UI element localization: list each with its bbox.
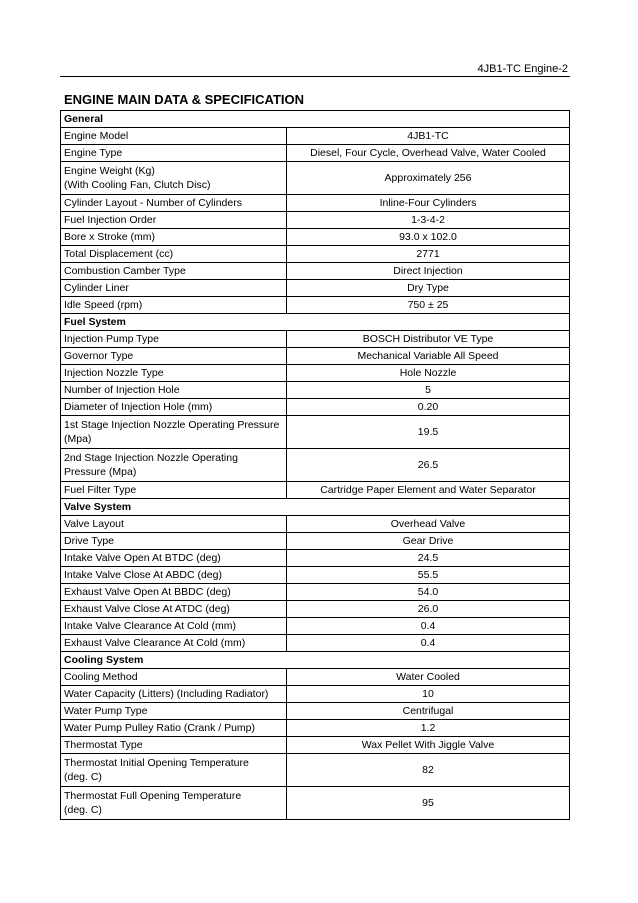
- spec-label: Idle Speed (rpm): [64, 299, 143, 311]
- spec-value: Water Cooled: [287, 669, 570, 686]
- table-row: [61, 601, 570, 618]
- spec-label: Total Displacement (cc): [64, 248, 174, 260]
- spec-value: 54.0: [287, 584, 570, 601]
- table-row: [61, 533, 570, 550]
- spec-label-cell: [61, 533, 287, 550]
- spec-label: Cylinder Layout - Number of Cylinders: [64, 197, 242, 209]
- spec-value: 19.5: [287, 416, 570, 449]
- table-row: [61, 348, 570, 365]
- spec-label: Exhaust Valve Close At ATDC (deg): [64, 603, 230, 615]
- spec-label: Engine Model: [64, 130, 129, 142]
- spec-value: Cartridge Paper Element and Water Separator: [287, 482, 570, 499]
- table-row: [61, 449, 570, 482]
- table-row: [61, 297, 570, 314]
- table-row: [61, 365, 570, 382]
- spec-label-cell: [61, 737, 287, 754]
- spec-value: Wax Pellet With Jiggle Valve: [287, 737, 570, 754]
- spec-label-cell: [61, 246, 287, 263]
- table-row: [61, 382, 570, 399]
- spec-value: 0.4: [287, 635, 570, 652]
- spec-value: 2771: [287, 246, 570, 263]
- spec-label: Intake Valve Clearance At Cold (mm): [64, 620, 236, 632]
- spec-label: Thermostat Full Opening Temperature: [64, 790, 242, 802]
- spec-label: Number of Injection Hole: [64, 384, 180, 396]
- spec-value: 82: [287, 754, 570, 787]
- table-row: [61, 195, 570, 212]
- spec-label: Cooling Method: [64, 671, 138, 683]
- spec-value: Overhead Valve: [287, 516, 570, 533]
- spec-label: Engine Weight (Kg): [64, 165, 155, 177]
- page-header: [60, 0, 570, 77]
- spec-label: Valve Layout: [64, 518, 124, 530]
- page-title: ENGINE MAIN DATA & SPECIFICATION: [64, 92, 305, 107]
- spec-label: Injection Nozzle Type: [64, 367, 164, 379]
- spec-label: Thermostat Type: [64, 739, 143, 751]
- table-row: [61, 516, 570, 533]
- page-label: 4JB1-TC Engine-2: [477, 63, 568, 75]
- table-row: [61, 635, 570, 652]
- table-row: [61, 720, 570, 737]
- table-row: [61, 128, 570, 145]
- table-row: [61, 212, 570, 229]
- spec-value: 24.5: [287, 550, 570, 567]
- spec-value: BOSCH Distributor VE Type: [287, 331, 570, 348]
- spec-label-cell: [61, 601, 287, 618]
- table-row: [61, 416, 570, 449]
- table-row: [61, 550, 570, 567]
- spec-label: Water Pump Type: [64, 705, 148, 717]
- section-header-row: [61, 652, 570, 669]
- spec-label: Water Capacity (Litters) (Including Radiator): [64, 688, 269, 700]
- spec-label-cell: [61, 703, 287, 720]
- spec-label-cell: [61, 567, 287, 584]
- spec-value: 10: [287, 686, 570, 703]
- spec-value: 26.5: [287, 449, 570, 482]
- spec-label: Thermostat Initial Opening Temperature: [64, 757, 249, 769]
- spec-label-cell: [61, 128, 287, 145]
- spec-label: Water Pump Pulley Ratio (Crank / Pump): [64, 722, 256, 734]
- spec-value: Dry Type: [287, 280, 570, 297]
- table-row: [61, 567, 570, 584]
- spec-label: Exhaust Valve Clearance At Cold (mm): [64, 637, 246, 649]
- spec-label-cell: [61, 263, 287, 280]
- table-row: [61, 229, 570, 246]
- section-title: Valve System: [61, 499, 570, 516]
- spec-value: 93.0 x 102.0: [287, 229, 570, 246]
- spec-label-line2: (deg. C): [64, 804, 102, 816]
- spec-label: Governor Type: [64, 350, 134, 362]
- spec-label-cell: [61, 382, 287, 399]
- spec-label: Diameter of Injection Hole (mm): [64, 401, 213, 413]
- section-title: Fuel System: [61, 314, 570, 331]
- spec-label-cell: [61, 720, 287, 737]
- spec-label-cell: [61, 365, 287, 382]
- spec-value: 26.0: [287, 601, 570, 618]
- table-row: [61, 618, 570, 635]
- spec-label-cell: [61, 229, 287, 246]
- section-header-row: [61, 499, 570, 516]
- table-row: [61, 584, 570, 601]
- spec-label-cell: [61, 787, 287, 820]
- table-row: [61, 145, 570, 162]
- spec-value: Mechanical Variable All Speed: [287, 348, 570, 365]
- spec-label-cell: [61, 297, 287, 314]
- table-row: [61, 482, 570, 499]
- spec-label-cell: [61, 584, 287, 601]
- spec-label: Injection Pump Type: [64, 333, 159, 345]
- table-row: [61, 331, 570, 348]
- spec-label: Bore x Stroke (mm): [64, 231, 156, 243]
- spec-label: Fuel Filter Type: [64, 484, 137, 496]
- spec-label-cell: [61, 669, 287, 686]
- table-row: [61, 263, 570, 280]
- table-row: [61, 280, 570, 297]
- spec-label-cell: [61, 618, 287, 635]
- table-row: [61, 737, 570, 754]
- spec-label: Fuel Injection Order: [64, 214, 157, 226]
- spec-value: 0.20: [287, 399, 570, 416]
- spec-label-cell: [61, 686, 287, 703]
- spec-label-cell: [61, 416, 287, 449]
- spec-label: 2nd Stage Injection Nozzle Operating: [64, 452, 238, 464]
- spec-label-cell: [61, 550, 287, 567]
- table-row: [61, 754, 570, 787]
- section-header-row: [61, 111, 570, 128]
- spec-value: Diesel, Four Cycle, Overhead Valve, Water Cooled: [287, 145, 570, 162]
- section-title: Cooling System: [61, 652, 570, 669]
- spec-value: Gear Drive: [287, 533, 570, 550]
- spec-value: 1.2: [287, 720, 570, 737]
- spec-label-line2: (Mpa): [64, 433, 92, 445]
- spec-label-cell: [61, 195, 287, 212]
- spec-label: Exhaust Valve Open At BBDC (deg): [64, 586, 231, 598]
- spec-value: Approximately 256: [287, 162, 570, 195]
- table-row: [61, 162, 570, 195]
- spec-value: Inline-Four Cylinders: [287, 195, 570, 212]
- spec-value: 95: [287, 787, 570, 820]
- spec-label-line2: Pressure (Mpa): [64, 466, 137, 478]
- spec-label-cell: [61, 331, 287, 348]
- spec-table: [60, 110, 570, 820]
- spec-label-cell: [61, 754, 287, 787]
- spec-value: Direct Injection: [287, 263, 570, 280]
- spec-label-cell: [61, 399, 287, 416]
- spec-label: Intake Valve Close At ABDC (deg): [64, 569, 222, 581]
- table-row: [61, 246, 570, 263]
- spec-label: Cylinder Liner: [64, 282, 129, 294]
- spec-value: 55.5: [287, 567, 570, 584]
- spec-label-cell: [61, 482, 287, 499]
- table-row: [61, 686, 570, 703]
- spec-value: 0.4: [287, 618, 570, 635]
- spec-label-cell: [61, 280, 287, 297]
- section-header-row: [61, 314, 570, 331]
- spec-value: Centrifugal: [287, 703, 570, 720]
- spec-value: 750 ± 25: [287, 297, 570, 314]
- spec-value: Hole Nozzle: [287, 365, 570, 382]
- spec-label-cell: [61, 449, 287, 482]
- spec-label-cell: [61, 212, 287, 229]
- table-row: [61, 787, 570, 820]
- spec-value: 1-3-4-2: [287, 212, 570, 229]
- spec-label: Drive Type: [64, 535, 114, 547]
- spec-label-cell: [61, 635, 287, 652]
- spec-label: Combustion Camber Type: [64, 265, 186, 277]
- spec-label-cell: [61, 145, 287, 162]
- spec-label-cell: [61, 348, 287, 365]
- spec-value: 5: [287, 382, 570, 399]
- spec-label-line2: (deg. C): [64, 771, 102, 783]
- spec-label: Intake Valve Open At BTDC (deg): [64, 552, 221, 564]
- spec-label-cell: [61, 162, 287, 195]
- spec-label: 1st Stage Injection Nozzle Operating Pressure: [64, 419, 280, 431]
- table-row: [61, 399, 570, 416]
- spec-value: 4JB1-TC: [287, 128, 570, 145]
- spec-label-cell: [61, 516, 287, 533]
- spec-label-line2: (With Cooling Fan, Clutch Disc): [64, 179, 211, 191]
- table-row: [61, 669, 570, 686]
- spec-label: Engine Type: [64, 147, 123, 159]
- section-title: General: [61, 111, 570, 128]
- table-row: [61, 703, 570, 720]
